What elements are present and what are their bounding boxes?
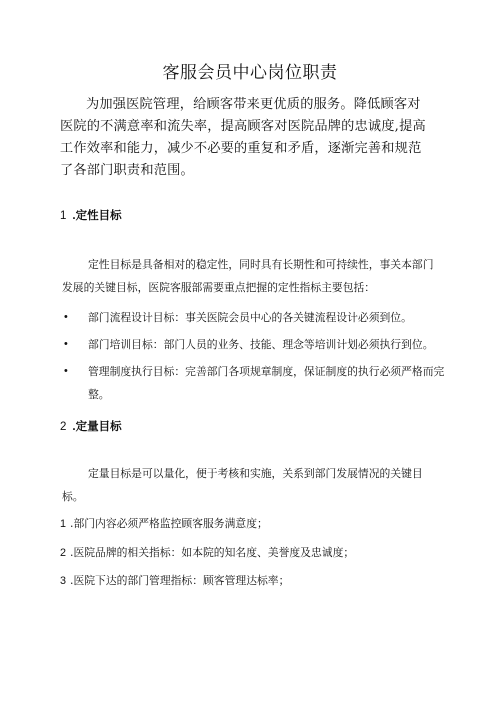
bullet-text: 部门培训目标：部门人员的业务、技能、理念等培训计划必须执行到位。 [88, 338, 434, 351]
qualitative-paragraph: 定性目标是具备相对的稳定性，同时具有长期性和可持续性，事关本部门发展的关键目标，医院客服部需要重点把握的定性指标主要包括： [62, 258, 434, 294]
section-heading-quantitative [60, 418, 122, 434]
bullet-text: 部门流程设计目标：事关医院会员中心的各关键流程设计必须到位。 [88, 311, 412, 324]
section-number: 1 [60, 210, 67, 222]
qualitative-bullet-list [60, 306, 450, 410]
item-number: 3 [60, 575, 67, 587]
list-item [60, 545, 450, 561]
item-number: 1 [60, 518, 67, 530]
item-number: 2 [60, 546, 67, 559]
list-item [60, 516, 450, 532]
page-title: 客服会员中心岗位职责 [162, 63, 338, 83]
item-text: .医院下达的部门管理指标：顾客管理达标率； [70, 574, 290, 587]
list-item [60, 360, 450, 406]
bullet-dot: • [64, 311, 68, 323]
section-title: .定量目标 [72, 421, 122, 433]
intro-paragraph: 为加强医院管理，给顾客带来更优质的服务。降低顾客对医院的不满意率和流失率，提高顾客对医院品牌的忠诚度,提高工作效率和能力，减少不必要的重复和矛盾，逐渐完善和规范了各部门职责和范围。 [60, 97, 426, 178]
quantitative-paragraph: 定量目标是可以量化，便于考核和实施，关系到部门发展情况的关键目标。 [62, 467, 423, 503]
bullet-text: 管理制度执行目标：完善部门各项规章制度，保证制度的执行必须严格而完整。 [88, 365, 445, 401]
item-text: .部门内容必须严格监控顾客服务满意度； [70, 517, 268, 530]
list-item [60, 333, 450, 356]
list-item [60, 573, 450, 589]
item-text: .医院品牌的相关指标：如本院的知名度、美誉度及忠诚度； [70, 545, 355, 559]
section-number: 2 [60, 421, 67, 433]
section-heading-qualitative [60, 207, 122, 223]
bullet-dot: • [64, 338, 68, 350]
section-title: .定性目标 [72, 210, 122, 222]
list-item [60, 306, 450, 329]
bullet-dot: • [64, 365, 68, 377]
quantitative-numbered-list [60, 516, 450, 602]
